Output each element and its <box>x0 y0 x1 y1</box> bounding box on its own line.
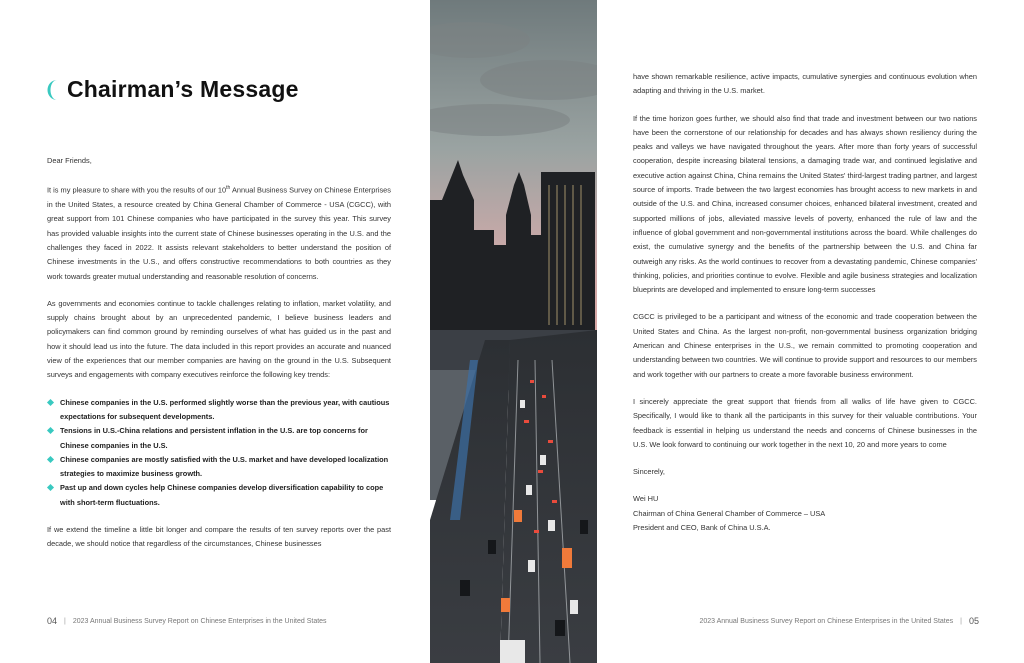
footer-separator: | <box>960 617 962 625</box>
signature-title-1: Chairman of China General Chamber of Commerce – USA <box>633 508 826 518</box>
trend-item: Chinese companies are mostly satisfied with the U.S. market and have developed localization strategies to maximize business growth. <box>47 453 391 482</box>
title-row <box>47 76 299 103</box>
trend-item: Chinese companies in the U.S. performed slightly worse than the previous year, with cautious expectations for subsequent developments. <box>47 396 391 425</box>
intro-paragraph: It is my pleasure to share with you the results of our 10th Annual Business Survey on Chinese Enterprises in the United States, a resource created by China General Chamber of Commerce - USA (CGCC), with great support from 101 Chinese companies who have participated in the survey this year. This survey has provided valuable insights into the current state of Chinese businesses operating in the U.S. and the challenges they faced in 2022. It assists relevant stakeholders to better understand the position of Chinese investments in the U.S., and offers constructive recommendations to both countries as they work towards greater mutual understanding and reasonable resolution of concerns. <box>47 185 391 281</box>
right-body <box>633 70 977 535</box>
trend-item: Past up and down cycles help Chinese companies develop diversification capability to cope with short-term fluctuations. <box>47 481 391 510</box>
paragraph-thanks: I sincerely appreciate the great support that friends from all walks of life have given to CGCC. Specifically, I would like to thank all the participants in this survey for their valuable contributions. Your feedback is essential in helping us understand the needs and concerns of Chinese businesses in the U.S. We look forward to continuing our work together in the next 10, 20 and more years to come <box>633 396 977 449</box>
paragraph-cgcc-role: CGCC is privileged to be a participant and witness of the economic and trade cooperation between the United States and China. As the largest non-profit, non-governmental business organization bridging American and Chinese enterprises in the U.S., we remain committed to promoting cooperation and understanding between two countries. We will continue to provide support and resources to our members and work together with our partners to create a more favorable business environment. <box>633 312 977 379</box>
city-photo-illustration <box>430 0 597 663</box>
crescent-icon <box>47 79 61 101</box>
diamond-bullet-icon <box>47 427 54 434</box>
footer-left <box>47 616 327 626</box>
page-title: Chairman’s Message <box>67 76 299 102</box>
left-body <box>47 154 391 565</box>
city-skyline-highway-photo <box>430 0 597 663</box>
paragraph-trade-investment: If the time horizon goes further, we should also find that trade and investment between our two nations have been the cornerstone of our relationship for decades and has always shown resiliency during the peaks and valleys we have navigated throughout the years. After more than forty years of successful cooperation, despite increasing bilateral tensions, a damaging trade war, and continued legislative and executive action against China, China remains the United States' third-largest trading partner, and largest source of imports. Trade between the two largest economies has brought access to new markets in and outside of the U.S. and China, increased consumer choices, enhanced bilateral investment, created and supported millions of jobs, alleviated massive levels of poverty, enhanced the rule of law and the influence of global government and non-governmental institutions across the board. While challenges do exist, the cumulative synergy and the benefits of the partnership between the U.S. and China far outweigh any risks. As the world continues to recover from a devastating pandemic, Chinese companies' thinking, policies, and priorities continue to evolve. Flexible and agile business strategies and localization blueprints are developed and implemented to ensure long-term successes <box>633 113 977 295</box>
paragraph-closing-left: If we extend the timeline a little bit longer and compare the results of ten survey reports over the past decade, we should notice that regardless of the circumstances, Chinese businesses <box>47 525 391 549</box>
signature-title-2: President and CEO, Bank of China U.S.A. <box>633 523 771 533</box>
salutation: Dear Friends, <box>47 156 92 165</box>
page-number-right: 05 <box>968 616 979 626</box>
footer-separator: | <box>64 617 66 625</box>
diamond-bullet-icon <box>47 484 54 491</box>
paragraph-continuation: have shown remarkable resilience, active impacts, cumulative synergies and continuous evolution when adapting and thriving in the U.S. market. <box>633 72 977 96</box>
footer-report-title: 2023 Annual Business Survey Report on Chinese Enterprises in the United States <box>72 617 327 625</box>
paragraph-trends-intro: As governments and economies continue to tackle challenges relating to inflation, market volatility, and supply chains brought about by an unprecedented pandemic, I believe business leaders and policymakers can find common ground by reminding ourselves of what has guided us in the past and how it should lead us into the future. The data included in this report provides an accurate and nuanced view of the experiences that our member companies are having on the ground in the U.S. Subsequent surveys and engagements with company executives reinforce the following key trends: <box>47 298 391 380</box>
page-number-left: 04 <box>47 616 58 626</box>
footer-right <box>699 616 979 626</box>
closing: Sincerely, <box>633 467 665 477</box>
diamond-bullet-icon <box>47 399 54 406</box>
diamond-bullet-icon <box>47 456 54 463</box>
left-page <box>0 0 430 663</box>
key-trends-list <box>47 396 391 510</box>
trend-item: Tensions in U.S.-China relations and persistent inflation in the U.S. are top concerns for Chinese companies in the U.S. <box>47 424 391 453</box>
signature-name: Wei HU <box>633 494 659 504</box>
signature-block <box>633 465 977 535</box>
right-page <box>597 0 1024 663</box>
footer-report-title: 2023 Annual Business Survey Report on Chinese Enterprises in the United States <box>699 617 954 625</box>
